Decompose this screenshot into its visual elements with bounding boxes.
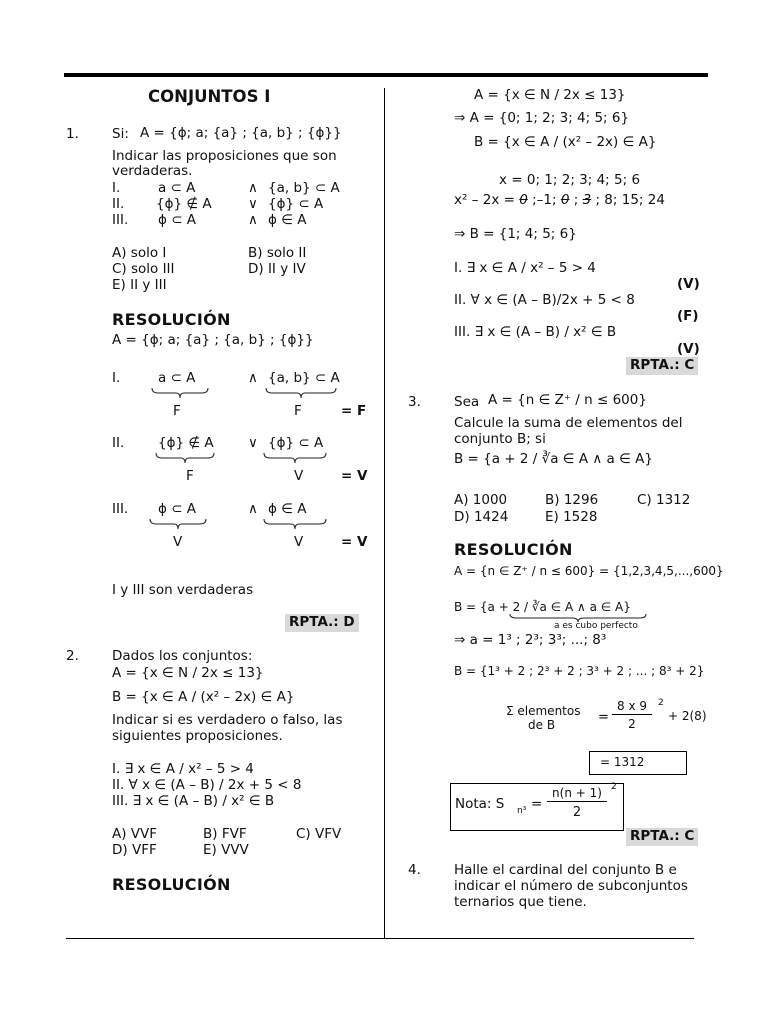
res2-prop-1-verdict: (V) [677, 276, 700, 292]
q1-prop-2-number: II. [112, 196, 125, 212]
q2-prop-1: I. ∃ x ∈ A / x² – 5 > 4 [112, 761, 254, 777]
q1-option-d: D) II y IV [248, 261, 306, 277]
res2-set-b: B = {x ∈ A / (x² – 2x) ∈ A} [474, 134, 657, 150]
res1-row-1-left-brace [150, 386, 210, 400]
res1-row-3-left-value: V [173, 534, 183, 550]
nota-label: Nota: S [455, 796, 505, 812]
question-2-set-b: B = {x ∈ A / (x² – 2x) ∈ A} [112, 689, 295, 705]
res3-sum-exponent: 2 [658, 698, 664, 708]
q1-prop-3-right: ϕ ∈ A [268, 212, 307, 228]
res3-sum-equals: = [598, 710, 609, 725]
question-4-line-1: Halle el cardinal del conjunto B e [454, 862, 677, 878]
question-3-statement-line-2: conjunto B; si [454, 431, 546, 447]
question-2-number: 2. [66, 648, 79, 664]
nota-equals: = [531, 796, 543, 812]
res3-a-values: ⇒ a = 1³ ; 2³; 3³; ...; 8³ [454, 632, 607, 648]
answer-badge-1: RPTA.: D [285, 614, 359, 632]
res1-row-1-number: I. [112, 370, 121, 386]
res1-row-1-connector: ∧ [248, 370, 258, 386]
res3-cube-note: a es cubo perfecto [554, 621, 638, 631]
q2-option-a: A) VVF [112, 826, 158, 842]
res2-b-values: ⇒ B = {1; 4; 5; 6} [454, 226, 577, 242]
res1-row-2-right: {ϕ} ⊂ A [268, 435, 324, 451]
q1-prop-2-right: {ϕ} ⊂ A [268, 196, 324, 212]
q2-option-c: C) VFV [296, 826, 342, 842]
q2-option-e: E) VVV [203, 842, 249, 858]
q1-prop-1-connector: ∧ [248, 180, 258, 196]
res2-function-crossed-2: 0 [560, 192, 570, 208]
res3-sum-tail: + 2(8) [668, 709, 707, 723]
res1-row-1-left: a ⊂ A [158, 370, 196, 386]
q3-option-e: E) 1528 [545, 509, 598, 525]
res2-function-mid: ;–1; [527, 192, 561, 208]
nota-fraction-denominator: 2 [572, 805, 582, 820]
answer-badge-2: RPTA.: C [626, 357, 698, 375]
res1-row-2-left: {ϕ} ∉ A [158, 435, 214, 451]
q2-prop-3: III. ∃ x ∈ (A – B) / x² ∈ B [112, 793, 275, 809]
question-1-set-definition: A = {ϕ; a; {a} ; {a, b} ; {ϕ}} [140, 125, 342, 141]
q3-option-c: C) 1312 [637, 492, 691, 508]
nota-box [450, 783, 624, 831]
question-2-statement-line-2: siguientes proposiciones. [112, 728, 283, 744]
q2-prop-2: II. ∀ x ∈ (A – B) / 2x + 5 < 8 [112, 777, 302, 793]
res1-row-1-left-value: F [173, 403, 181, 419]
res3-b-expansion: B = {1³ + 2 ; 2³ + 2 ; 3³ + 2 ; ... ; 8³ + 2} [454, 664, 705, 678]
res3-set-b: B = {a + 2 / ∛a ∈ A ∧ a ∈ A} [454, 600, 631, 614]
res3-sum-label-line-1: Σ elementos [506, 704, 581, 718]
answer-badge-3: RPTA.: C [626, 828, 698, 846]
resolution-1-conclusion: I y III son verdaderas [112, 582, 254, 598]
res1-row-2-result: = V [341, 468, 368, 484]
res2-function-values [454, 193, 665, 209]
res1-row-3-result: = V [341, 534, 368, 550]
res1-row-2-number: II. [112, 435, 125, 451]
res2-function-crossed-3: 3 [582, 192, 592, 208]
res3-sum-fraction-denominator: 2 [628, 717, 636, 731]
q1-prop-1-right: {a, b} ⊂ A [268, 180, 340, 196]
res2-x-values: x = 0; 1; 2; 3; 4; 5; 6 [499, 172, 641, 188]
res1-row-1-right: {a, b} ⊂ A [268, 370, 340, 386]
res3-sum-label [506, 705, 580, 733]
res2-prop-3-verdict: (V) [677, 341, 700, 357]
q1-prop-3-left: ϕ ⊂ A [158, 212, 197, 228]
res1-row-3-number: III. [112, 501, 129, 517]
res2-prop-2-verdict: (F) [677, 308, 699, 324]
column-divider [384, 88, 385, 938]
res1-row-3-right-brace [262, 517, 328, 531]
res3-result: = 1312 [600, 755, 645, 769]
q1-prop-3-connector: ∧ [248, 212, 258, 228]
res1-row-3-left-brace [148, 517, 208, 531]
q2-option-d: D) VFF [112, 842, 157, 858]
res3-set-a: A = {n ∈ Z⁺ / n ≤ 600} = {1,2,3,4,5,...,600} [454, 564, 724, 578]
res2-function-tail: ; 8; 15; 24 [591, 192, 665, 208]
res1-row-3-right-value: V [294, 534, 304, 550]
res2-set-a: A = {x ∈ N / 2x ≤ 13} [474, 87, 626, 103]
res1-row-2-left-value: F [186, 468, 194, 484]
q1-prop-1-number: I. [112, 180, 121, 196]
res1-row-3-right: ϕ ∈ A [268, 501, 307, 517]
question-2-set-a: A = {x ∈ N / 2x ≤ 13} [112, 665, 264, 681]
res2-function-prefix: x² – 2x = [454, 192, 520, 208]
question-3-number: 3. [408, 394, 421, 410]
q1-option-c: C) solo III [112, 261, 175, 277]
res2-prop-2: II. ∀ x ∈ (A – B)/2x + 5 < 8 [454, 292, 635, 308]
top-rule [64, 73, 708, 77]
question-1-number: 1. [66, 126, 79, 142]
q3-option-b: B) 1296 [545, 492, 599, 508]
question-4-number: 4. [408, 862, 421, 878]
q1-option-a: A) solo I [112, 245, 167, 261]
question-4-line-3: ternarios que tiene. [454, 894, 587, 910]
q3-option-d: D) 1424 [454, 509, 509, 525]
res1-row-1-result: = F [341, 403, 367, 419]
question-3-sea: Sea [454, 394, 480, 410]
nota-fraction-numerator: n(n + 1) [547, 787, 607, 802]
res1-row-2-right-value: V [294, 468, 304, 484]
question-3-statement-line-1: Calcule la suma de elementos del [454, 415, 683, 431]
res2-function-sep: ; [569, 192, 583, 208]
res3-sum-label-line-2: de B [528, 717, 556, 732]
resolution-3-heading: RESOLUCIÓN [454, 540, 573, 559]
res3-result-box [589, 751, 687, 775]
res1-row-2-left-brace [154, 451, 216, 465]
q1-prop-3-number: III. [112, 212, 129, 228]
resolution-2-heading: RESOLUCIÓN [112, 875, 231, 894]
res1-row-2-connector: ∨ [248, 435, 258, 451]
question-2-statement-line-1: Indicar si es verdadero o falso, las [112, 712, 343, 728]
q1-option-b: B) solo II [248, 245, 307, 261]
resolution-1-heading: RESOLUCIÓN [112, 310, 231, 329]
question-3-set-b: B = {a + 2 / ∛a ∈ A ∧ a ∈ A} [454, 451, 653, 467]
res3-sum-fraction-numerator: 8 x 9 [612, 700, 652, 715]
res1-row-1-right-brace [264, 386, 338, 400]
bottom-rule [66, 938, 694, 939]
q1-prop-2-connector: ∨ [248, 196, 258, 212]
q2-option-b: B) FVF [203, 826, 247, 842]
res2-prop-1: I. ∃ x ∈ A / x² – 5 > 4 [454, 260, 596, 276]
q3-option-a: A) 1000 [454, 492, 508, 508]
question-3-set-a: A = {n ∈ Z⁺ / n ≤ 600} [488, 392, 647, 408]
q1-option-e: E) II y III [112, 277, 167, 293]
res2-prop-3: III. ∃ x ∈ (A – B) / x² ∈ B [454, 324, 617, 340]
page-title: CONJUNTOS I [148, 87, 271, 106]
nota-subscript: n³ [517, 806, 527, 816]
res2-function-crossed-1: 0 [519, 192, 528, 208]
res2-a-values: ⇒ A = {0; 1; 2; 3; 4; 5; 6} [454, 110, 630, 126]
resolution-1-set-definition: A = {ϕ; a; {a} ; {a, b} ; {ϕ}} [112, 332, 314, 348]
res1-row-3-left: ϕ ⊂ A [158, 501, 197, 517]
question-1-si: Si: [112, 126, 129, 142]
res1-row-1-right-value: F [294, 403, 302, 419]
question-1-statement-line-1: Indicar las proposiciones que son [112, 148, 337, 164]
question-2-intro: Dados los conjuntos: [112, 648, 253, 664]
res1-row-2-right-brace [262, 451, 328, 465]
nota-exponent: 2 [611, 782, 617, 792]
q1-prop-2-left: {ϕ} ∉ A [156, 196, 212, 212]
res1-row-3-connector: ∧ [248, 501, 258, 517]
question-1-statement-line-2: verdaderas. [112, 163, 193, 179]
q1-prop-1-left: a ⊂ A [158, 180, 196, 196]
question-4-line-2: indicar el número de subconjuntos [454, 878, 688, 894]
